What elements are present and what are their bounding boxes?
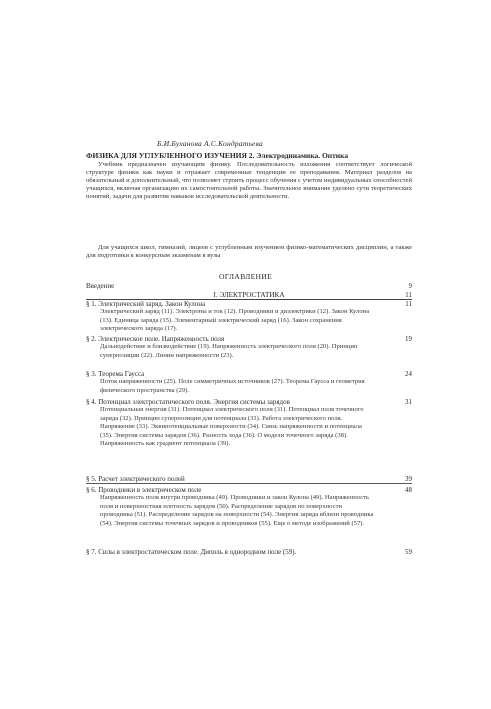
- toc-section-heading: § 2. Электрическое поле. Напряженность поля: [86, 335, 225, 343]
- toc-section-page: 11: [405, 300, 412, 308]
- toc-section-heading: § 3. Теорема Гаусса: [86, 370, 145, 378]
- toc-section-heading: § 6. Проводники в электрическом поле: [86, 486, 202, 494]
- toc-section-page: 24: [405, 370, 412, 378]
- toc-section-6: [86, 486, 412, 528]
- toc-title: ОГЛАВЛЕНИЕ: [218, 272, 273, 281]
- toc-section-3: [86, 370, 412, 395]
- toc-section-page: 39: [405, 475, 412, 483]
- toc-section-body: Потенциальная энергия (31). Потенциал электрического поля (31). Потенциал поля точечного заряда (32). Принцип суперпозиции для потенциала (33). Работа электрического поля. Напряжение (33). Эквипотенциальные поверхности (34). Связь напряженности и потенциала (35). Энергия системы зарядов (36). Разность хода (36). О модели точечного заряда (38). Напряженность как градиент потенциала (39).: [100, 406, 364, 448]
- abstract-paragraph-2: Для учащихся школ, гимназий, лицеев с углубленным изучением физико-математических дисциплин, а также для подготовки к конкурсным экзаменам в вузы: [86, 244, 412, 259]
- toc-section-heading: § 4. Потенциал электростатического поля. Энергия системы зарядов: [86, 398, 290, 406]
- toc-section-4: [86, 398, 412, 448]
- toc-intro: [86, 282, 412, 290]
- book-title: ФИЗИКА ДЛЯ УГЛУБЛЕННОГО ИЗУЧЕНИЯ 2. Электродинамика. Оптика: [86, 151, 349, 160]
- toc-section-5: [86, 475, 412, 484]
- toc-section-page: 59: [405, 548, 412, 556]
- toc-section-heading: § 1. Электрический заряд. Закон Кулона: [86, 300, 206, 308]
- authors: Б.И.Буханова А.С.Кондратьева: [157, 139, 263, 148]
- toc-section-page: 48: [405, 486, 412, 494]
- toc-section-1: [86, 300, 412, 334]
- toc-section-2: [86, 335, 412, 360]
- toc-section-page: 31: [405, 398, 412, 406]
- toc-section-heading: § 7. Силы в электростатическом поле. Диполь в однородном поле (59).: [86, 548, 297, 556]
- abstract-paragraph-1: Учебник предназначен изучающим физику. Последовательность изложения соответствует логической структуре физики как науки и отражает современные тенденции ее преподавания. Материал разделов на обязательный и дополнительный, что позволяет строить процесс обучения с учетом индивидуальных способностей учащихся, включая организацию их самостоятельной работы. Значительное внимание уделено сути теоретических понятий, задачи для развития навыков исследовательской деятельности.: [86, 161, 412, 200]
- toc-section-body: Дальнодействие и близкодействие (19). Напряженность электрического поля (20). Принцип суперпозиции (22). Линии напряженности (23).: [100, 343, 358, 359]
- toc-intro-page: 9: [408, 282, 412, 290]
- toc-section-body: Поток напряженности (25). Поле симметричных источников (27). Теорема Гаусса и геометрия физического пространства (29).: [100, 378, 365, 394]
- toc-chapter-page: 11: [405, 291, 412, 299]
- toc-section-7: [86, 548, 412, 556]
- toc-section-heading: § 5. Расчет электрического полей: [86, 475, 185, 483]
- toc-chapter-label: I. ЭЛЕКТРОСТАТИКА: [213, 291, 285, 299]
- toc-chapter: [86, 291, 412, 300]
- toc-section-body: Напряженность поля внутри проводника (49). Проводники и закон Кулона (49). Напряженность поля и поверхностная плотность зарядов (50). Распределение зарядов по поверхности проводника (51). Распределение зарядов на поверхности (54). Энергия заряда вблизи проводника (54). Энергия системы точечных зарядов и проводников (55). Еще о методе изображений (57).: [100, 494, 374, 527]
- toc-section-body: Электрический заряд (11). Электроны и ток (12). Проводники и диэлектрики (12). Закон Кулона (13). Единица заряда (15). Элементарный электрический заряд (16). Закон сохранения электрического заряда (17).: [100, 308, 370, 333]
- toc-intro-label: Введение: [86, 282, 115, 290]
- toc-section-page: 19: [405, 335, 412, 343]
